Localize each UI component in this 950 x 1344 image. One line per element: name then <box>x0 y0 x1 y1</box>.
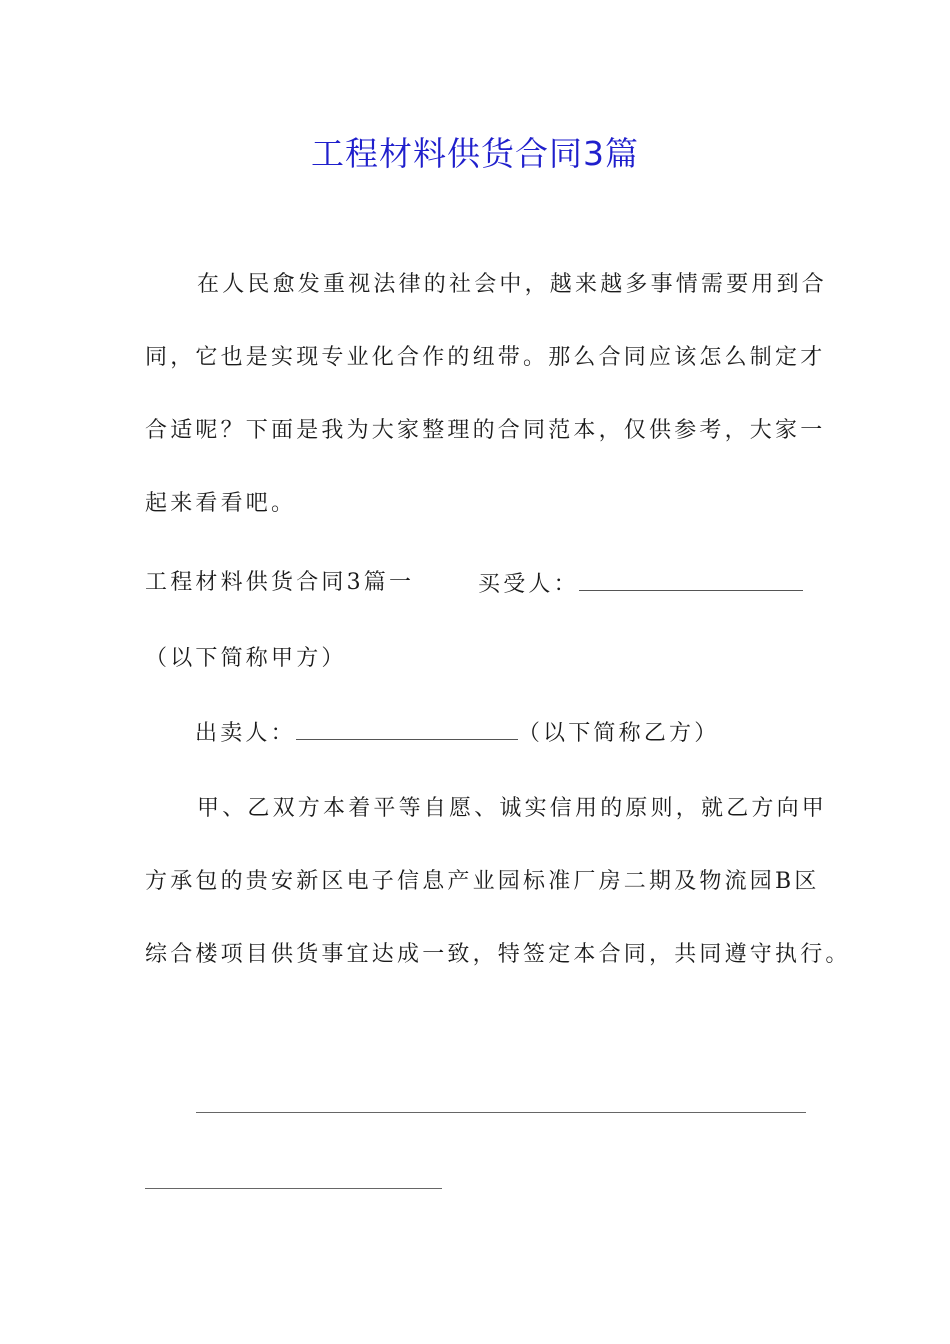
section-heading: 工程材料供货合同3篇一 <box>145 570 415 595</box>
seller-blank <box>296 717 518 740</box>
intro-line-3: 合适呢？下面是我为大家整理的合同范本，仅供参考，大家一 <box>145 418 826 443</box>
buyer-blank <box>579 568 803 591</box>
document-title: 工程材料供货合同3篇 <box>311 134 639 173</box>
signature-rule-1 <box>196 1112 806 1113</box>
signature-rule-2 <box>145 1188 442 1189</box>
seller-suffix: （以下简称乙方） <box>517 721 720 746</box>
body-line-3: 综合楼项目供货事宜达成一致，特签定本合同，共同遵守执行。 <box>145 942 851 967</box>
body-line-1: 甲、乙双方本着平等自愿、诚实信用的原则，就乙方向甲 <box>197 796 828 821</box>
seller-line <box>195 717 719 749</box>
buyer-line <box>478 568 803 600</box>
body-paragraph <box>145 772 851 991</box>
body-line-2: 方承包的贵安新区电子信息产业园标准厂房二期及物流园B区 <box>145 869 820 894</box>
section-heading-line <box>145 568 414 598</box>
buyer-suffix-line <box>145 644 347 674</box>
buyer-label: 买受人： <box>478 572 579 597</box>
intro-line-1: 在人民愈发重视法律的社会中，越来越多事情需要用到合 <box>197 272 828 297</box>
seller-label: 出卖人： <box>195 721 296 746</box>
intro-line-4: 起来看看吧。 <box>145 491 297 516</box>
buyer-suffix: （以下简称甲方） <box>145 646 347 671</box>
intro-paragraph <box>145 248 828 540</box>
intro-line-2: 同，它也是实现专业化合作的纽带。那么合同应该怎么制定才 <box>145 345 826 370</box>
